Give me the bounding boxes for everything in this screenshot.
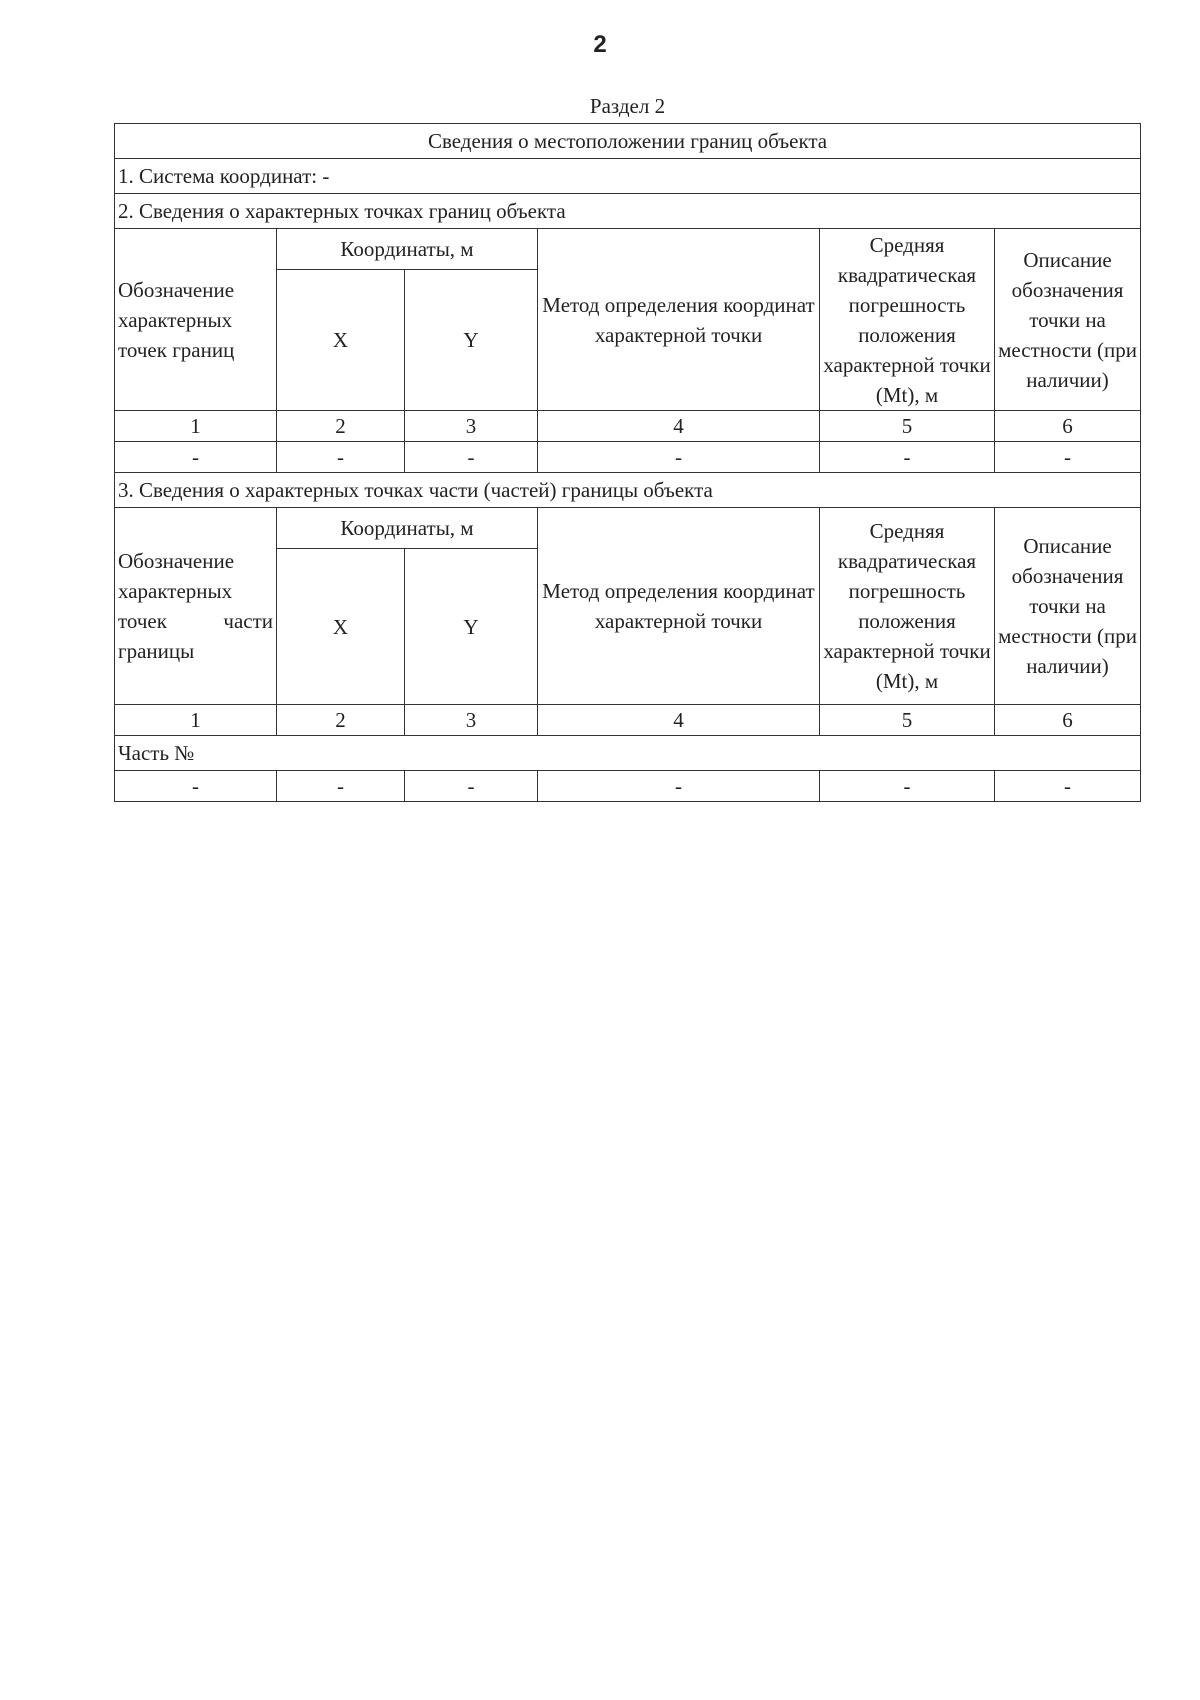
block2-header-row	[115, 229, 1141, 270]
table-row	[115, 442, 1141, 473]
table-cell: -	[405, 442, 538, 473]
block3-header-x: X	[277, 549, 405, 705]
block3-header-coordinates: Координаты, м	[277, 508, 538, 549]
column-number: 4	[538, 705, 820, 736]
coord-system: 1. Система координат: -	[115, 159, 1141, 194]
section-title: Раздел 2	[589, 94, 666, 118]
block3-column-numbers-row	[115, 705, 1141, 736]
table-title: Сведения о местоположении границ объекта	[115, 124, 1141, 159]
boundary-location-table	[114, 123, 1141, 802]
block2-header-description: Описание обозначения точки на местности (при наличии)	[995, 229, 1141, 411]
block3-header-row	[115, 508, 1141, 549]
block2-header-designation: Обозначение характерных точек границ	[115, 229, 277, 411]
column-number: 3	[405, 411, 538, 442]
block3-heading: 3. Сведения о характерных точках части (частей) границы объекта	[115, 473, 1141, 508]
table-cell: -	[277, 442, 405, 473]
column-number: 1	[115, 705, 277, 736]
block3-header-designation: Обозначение характерных точек части границы	[115, 508, 277, 705]
block3-header-y: Y	[405, 549, 538, 705]
column-number: 2	[277, 411, 405, 442]
block3-heading-row	[115, 473, 1141, 508]
block3-header-error: Средняя квадратическая погрешность положения характерной точки (Mt), м	[820, 508, 995, 705]
block2-header-method: Метод определения координат характерной точки	[538, 229, 820, 411]
column-number: 6	[995, 411, 1141, 442]
table-cell: -	[277, 771, 405, 802]
table-cell: -	[115, 771, 277, 802]
coord-system-row	[115, 159, 1141, 194]
column-number: 3	[405, 705, 538, 736]
page-number: 2	[593, 31, 607, 58]
block2-heading-row	[115, 194, 1141, 229]
table-cell: -	[405, 771, 538, 802]
block2-column-numbers-row	[115, 411, 1141, 442]
block2-header-y: Y	[405, 270, 538, 411]
block2-heading: 2. Сведения о характерных точках границ объекта	[115, 194, 1141, 229]
table-cell: -	[995, 771, 1141, 802]
table-cell: -	[820, 442, 995, 473]
column-number: 4	[538, 411, 820, 442]
block2-header-coordinates: Координаты, м	[277, 229, 538, 270]
block3-header-description: Описание обозначения точки на местности (при наличии)	[995, 508, 1141, 705]
column-number: 5	[820, 705, 995, 736]
column-number: 6	[995, 705, 1141, 736]
table-cell: -	[538, 771, 820, 802]
column-number: 2	[277, 705, 405, 736]
block3-header-method: Метод определения координат характерной точки	[538, 508, 820, 705]
table-title-row	[115, 124, 1141, 159]
table-cell: -	[538, 442, 820, 473]
table-cell: -	[995, 442, 1141, 473]
column-number: 1	[115, 411, 277, 442]
table-row	[115, 771, 1141, 802]
block2-header-x: X	[277, 270, 405, 411]
table-cell: -	[820, 771, 995, 802]
table-cell: -	[115, 442, 277, 473]
part-label: Часть №	[115, 736, 1141, 771]
block2-header-error: Средняя квадратическая погрешность положения характерной точки (Mt), м	[820, 229, 995, 411]
part-label-row	[115, 736, 1141, 771]
column-number: 5	[820, 411, 995, 442]
